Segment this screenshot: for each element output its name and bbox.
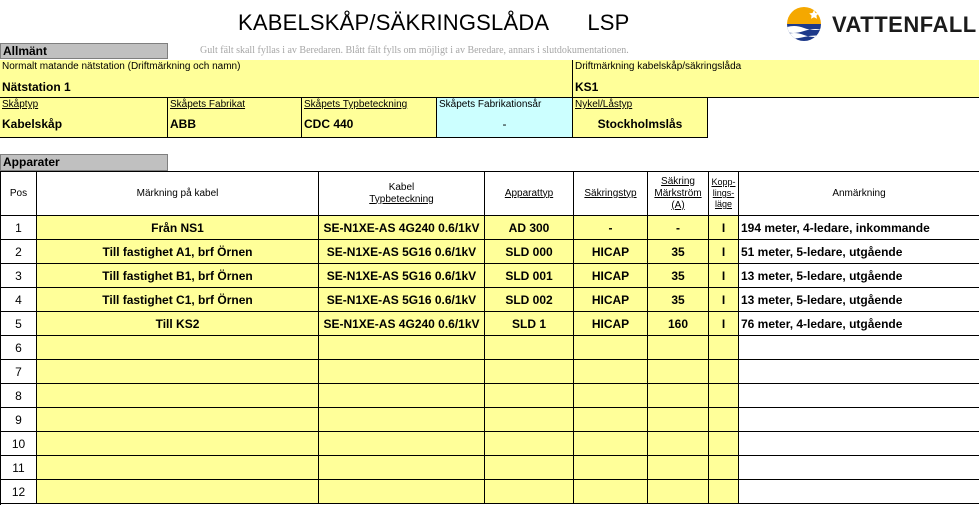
cell-markning[interactable]: Från NS1 — [37, 216, 319, 240]
apparater-table — [0, 171, 979, 505]
cell-markstrom[interactable] — [648, 432, 709, 456]
cell-markning[interactable] — [37, 384, 319, 408]
cell-sakringstyp[interactable] — [574, 432, 648, 456]
skaptyp-label: Skåptyp — [0, 98, 168, 115]
col-header-apparattyp: Apparattyp — [485, 172, 574, 216]
cell-sakringstyp[interactable]: HICAP — [574, 264, 648, 288]
fabrikationsar-label: Skåpets Fabrikationsår — [437, 98, 573, 115]
cell-apparattyp[interactable] — [485, 408, 574, 432]
cell-apparattyp[interactable]: SLD 000 — [485, 240, 574, 264]
col-header-koppling-line1: Kopp- — [711, 177, 736, 187]
cell-markstrom[interactable] — [648, 360, 709, 384]
cell-kabel[interactable] — [319, 408, 485, 432]
cell-apparattyp[interactable]: SLD 001 — [485, 264, 574, 288]
cell-apparattyp[interactable] — [485, 360, 574, 384]
cell-pos: 5 — [1, 312, 37, 336]
cell-apparattyp[interactable]: SLD 1 — [485, 312, 574, 336]
cell-anmarkning[interactable] — [739, 360, 979, 384]
nyckel-value[interactable]: Stockholmslås — [573, 115, 708, 138]
cell-koppling[interactable] — [709, 336, 739, 360]
table-row — [1, 216, 979, 240]
cell-markstrom[interactable] — [648, 384, 709, 408]
cell-sakringstyp[interactable] — [574, 408, 648, 432]
col-header-markstrom-line2: Märkström — [654, 187, 702, 199]
cell-koppling[interactable] — [709, 432, 739, 456]
cell-kabel[interactable] — [319, 384, 485, 408]
cell-apparattyp[interactable] — [485, 432, 574, 456]
col-header-pos: Pos — [1, 172, 37, 216]
col-header-markning: Märkning på kabel — [37, 172, 319, 216]
cell-markning[interactable] — [37, 336, 319, 360]
cell-anmarkning[interactable]: 13 meter, 5-ledare, utgående — [739, 288, 979, 312]
table-row — [1, 336, 979, 360]
cell-sakringstyp[interactable]: HICAP — [574, 288, 648, 312]
fabrikat-value[interactable]: ABB — [168, 115, 302, 138]
cell-markning[interactable]: Till fastighet A1, brf Örnen — [37, 240, 319, 264]
cell-pos: 10 — [1, 432, 37, 456]
table-row — [1, 408, 979, 432]
col-header-kabel-line2: Typbeteckning — [369, 193, 434, 205]
fill-instruction-note: Gult fält skall fyllas i av Beredaren. Blått fält fylls om möjligt i av Beredare, annars i slutdokumentationen. — [200, 45, 629, 56]
cell-anmarkning[interactable]: 76 meter, 4-ledare, utgående — [739, 312, 979, 336]
cell-sakringstyp[interactable]: - — [574, 216, 648, 240]
col-header-anmarkning: Anmärkning — [739, 172, 979, 216]
station-value[interactable]: Nätstation 1 — [0, 78, 573, 98]
cell-koppling[interactable] — [709, 480, 739, 504]
cell-kabel[interactable] — [319, 432, 485, 456]
cell-pos: 11 — [1, 456, 37, 480]
cell-anmarkning[interactable] — [739, 384, 979, 408]
table-row — [1, 384, 979, 408]
cell-anmarkning[interactable] — [739, 432, 979, 456]
col-header-kabel-line1: Kabel — [388, 181, 415, 193]
cell-markstrom[interactable]: 35 — [648, 240, 709, 264]
drift-label: Driftmärkning kabelskåp/säkringslåda — [573, 60, 979, 78]
cell-kabel[interactable]: SE-N1XE-AS 4G240 0.6/1kV — [319, 216, 485, 240]
fabrikationsar-value[interactable]: - — [437, 115, 573, 138]
cell-koppling[interactable]: I — [709, 216, 739, 240]
col-header-markstrom — [648, 172, 709, 216]
cell-sakringstyp[interactable] — [574, 360, 648, 384]
cell-koppling[interactable] — [709, 360, 739, 384]
cell-markning[interactable]: Till KS2 — [37, 312, 319, 336]
cell-apparattyp[interactable] — [485, 336, 574, 360]
cell-apparattyp[interactable] — [485, 456, 574, 480]
cell-anmarkning[interactable] — [739, 408, 979, 432]
skaptyp-value[interactable]: Kabelskåp — [0, 115, 168, 138]
cell-markning[interactable] — [37, 456, 319, 480]
cell-markstrom[interactable]: 35 — [648, 288, 709, 312]
typbeteckning-value[interactable]: CDC 440 — [302, 115, 437, 138]
cell-sakringstyp[interactable] — [574, 480, 648, 504]
cell-kabel[interactable]: SE-N1XE-AS 4G240 0.6/1kV — [319, 312, 485, 336]
form-code: LSP — [587, 10, 630, 35]
table-row — [1, 456, 979, 480]
table-row — [1, 360, 979, 384]
cell-kabel[interactable] — [319, 480, 485, 504]
cell-kabel[interactable]: SE-N1XE-AS 5G16 0.6/1kV — [319, 264, 485, 288]
cell-apparattyp[interactable] — [485, 480, 574, 504]
vattenfall-logo-icon — [784, 6, 828, 42]
cell-pos: 6 — [1, 336, 37, 360]
cell-koppling[interactable]: I — [709, 312, 739, 336]
cell-anmarkning[interactable] — [739, 480, 979, 504]
cell-kabel[interactable] — [319, 336, 485, 360]
cell-sakringstyp[interactable] — [574, 456, 648, 480]
cell-koppling[interactable]: I — [709, 288, 739, 312]
col-header-markstrom-line3: (A) — [671, 199, 685, 211]
section-allmant: Allmänt — [0, 43, 168, 59]
cell-pos: 1 — [1, 216, 37, 240]
brand-name: VATTENFALL — [832, 12, 977, 37]
cell-markstrom[interactable] — [648, 480, 709, 504]
fabrikat-label: Skåpets Fabrikat — [168, 98, 302, 115]
cell-kabel[interactable] — [319, 360, 485, 384]
cell-markning[interactable] — [37, 432, 319, 456]
cell-kabel[interactable] — [319, 456, 485, 480]
drift-value[interactable]: KS1 — [573, 78, 979, 98]
cell-anmarkning[interactable]: 51 meter, 5-ledare, utgående — [739, 240, 979, 264]
cell-apparattyp[interactable] — [485, 384, 574, 408]
nyckel-label: Nykel/Låstyp — [573, 98, 708, 115]
cell-koppling[interactable] — [709, 384, 739, 408]
cell-pos: 4 — [1, 288, 37, 312]
cell-markstrom[interactable]: 160 — [648, 312, 709, 336]
typbeteckning-label: Skåpets Typbeteckning — [302, 98, 437, 115]
col-header-sakringstyp: Säkringstyp — [574, 172, 648, 216]
cell-pos: 8 — [1, 384, 37, 408]
cell-markstrom[interactable]: 35 — [648, 264, 709, 288]
table-row — [1, 288, 979, 312]
table-row — [1, 264, 979, 288]
table-row — [1, 480, 979, 504]
form-title: KABELSKÅP/SÄKRINGSLÅDA — [238, 10, 550, 35]
cell-markning[interactable]: Till fastighet C1, brf Örnen — [37, 288, 319, 312]
cell-koppling[interactable]: I — [709, 240, 739, 264]
col-header-markstrom-line1: Säkring — [661, 175, 695, 187]
table-row — [1, 312, 979, 336]
col-header-kabel — [319, 172, 485, 216]
cell-markstrom[interactable] — [648, 456, 709, 480]
cell-anmarkning[interactable]: 13 meter, 5-ledare, utgående — [739, 264, 979, 288]
cell-apparattyp[interactable]: SLD 002 — [485, 288, 574, 312]
col-header-koppling-line3: läge — [714, 199, 732, 209]
cell-pos: 12 — [1, 480, 37, 504]
cell-markning[interactable] — [37, 360, 319, 384]
cell-apparattyp[interactable]: AD 300 — [485, 216, 574, 240]
cell-markstrom[interactable] — [648, 408, 709, 432]
table-row — [1, 432, 979, 456]
cell-anmarkning[interactable] — [739, 336, 979, 360]
cell-sakringstyp[interactable] — [574, 384, 648, 408]
cell-sakringstyp[interactable] — [574, 336, 648, 360]
cell-markning[interactable] — [37, 408, 319, 432]
cell-pos: 3 — [1, 264, 37, 288]
cell-koppling[interactable] — [709, 456, 739, 480]
cell-anmarkning[interactable]: 194 meter, 4-ledare, inkommande — [739, 216, 979, 240]
cell-markstrom[interactable]: - — [648, 216, 709, 240]
cell-markning[interactable]: Till fastighet B1, brf Örnen — [37, 264, 319, 288]
col-header-koppling-line2: lings- — [712, 188, 735, 198]
cell-sakringstyp[interactable]: HICAP — [574, 240, 648, 264]
cell-kabel[interactable]: SE-N1XE-AS 5G16 0.6/1kV — [319, 240, 485, 264]
table-row — [1, 240, 979, 264]
cell-markstrom[interactable] — [648, 336, 709, 360]
cell-koppling[interactable]: I — [709, 264, 739, 288]
section-apparater: Apparater — [0, 154, 168, 171]
cell-kabel[interactable]: SE-N1XE-AS 5G16 0.6/1kV — [319, 288, 485, 312]
cell-pos: 9 — [1, 408, 37, 432]
page-title — [238, 10, 630, 36]
col-header-koppling — [709, 172, 739, 216]
cell-anmarkning[interactable] — [739, 456, 979, 480]
cell-sakringstyp[interactable]: HICAP — [574, 312, 648, 336]
cell-pos: 7 — [1, 360, 37, 384]
cell-markning[interactable] — [37, 480, 319, 504]
station-label: Normalt matande nätstation (Driftmärkning och namn) — [0, 60, 573, 78]
cell-koppling[interactable] — [709, 408, 739, 432]
cell-pos: 2 — [1, 240, 37, 264]
